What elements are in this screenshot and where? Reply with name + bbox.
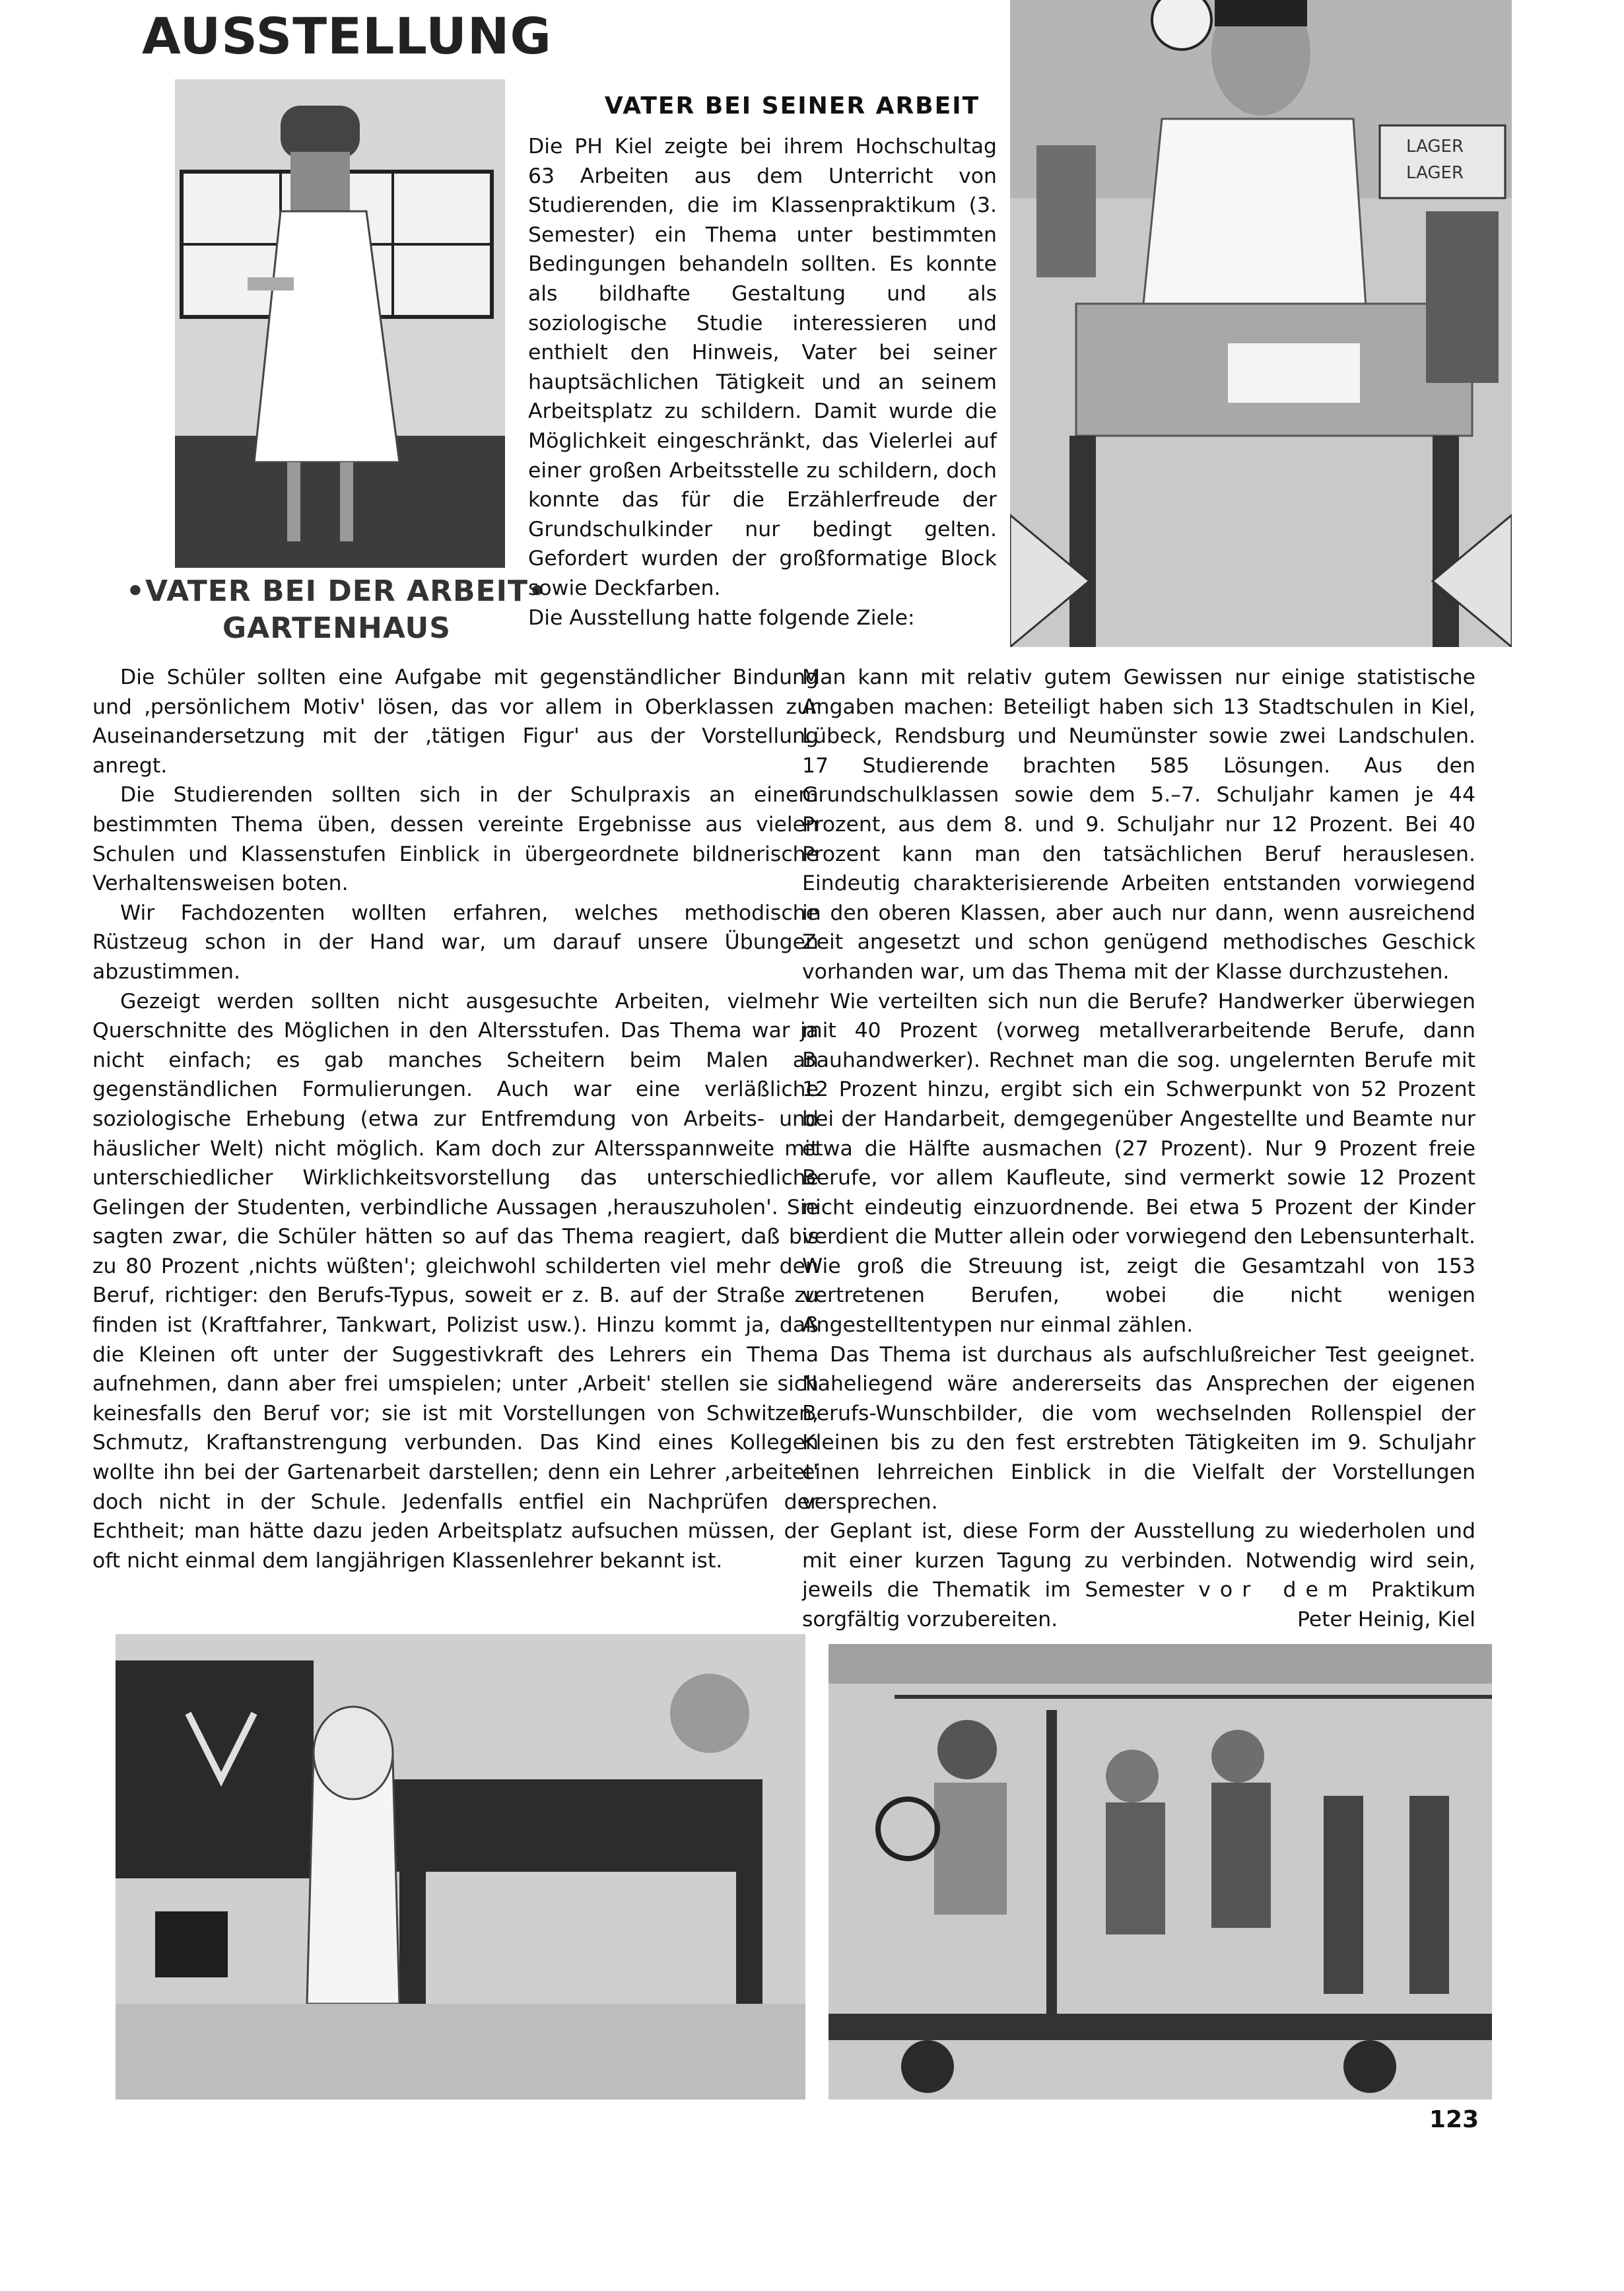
sign-line-1: LAGER — [1406, 137, 1464, 156]
painting-garden-house — [175, 79, 505, 568]
paragraph-left-4: Gezeigt werden sollten nicht ausgesuchte Arbeiten, vielmehr Querschnitte des Möglichen in den Altersstufen. Das Thema war ja nicht einfach; es gab manches Scheitern beim Malen an gegenständlichen Formulierungen. Auch war eine verläßliche soziologische Erhebung (etwa zur Entfremdung von Arbeits- und häuslicher Welt) nicht möglich. Kam doch zur Altersspannweite mit unterschiedlicher Wirklichkeitsvorstellung das unterschiedliche Gelingen der Studenten, verbindliche Aussagen ‚herauszuholen'. Sie sagten zwar, die Schüler hätten so auf das Thema reagiert, daß bis zu 80 Prozent ‚nichts wüßten'; gleichwohl schilderten viel mehr den Beruf, richtiger: den Berufs-Typus, soweit er z. B. auf der Straße zu finden ist (Kraftfahrer, Tankwart, Polizist usw.). Hinzu kommt ja, daß die Kleinen oft unter der Suggestivkraft des Lehrers ein Thema aufnehmen, dann aber frei umspielen; unter ‚Arbeit' stellen sie sich keinesfalls den Beruf vor; sie ist mit Vorstellungen von Schwitzen, Schmutz, Kraftanstrengung verbunden. Das Kind eines Kollegen wollte ihn bei der Gartenarbeit darstellen; denn ein Lehrer ‚arbeitet' doch nicht in der Schule. Jedenfalls entfiel ein Nachprüfen der Echtheit; man hätte dazu jeden Arbeitsplatz aufsuchen müssen, der oft nicht einmal dem langjährigen Klassenlehrer bekannt ist. — [92, 989, 819, 1573]
paragraph-right-3: Das Thema ist durchaus als aufschlußreicher Test geeignet. Naheliegend wäre andererseits das Ansprechen der eigenen Berufs-Wunschbilder, die vom wechselnden Rollenspiel der Kleinen bis zu den fest erstrebten Tätigkeiten im 9. Schuljahr einen lehrreichen Einblick in die Vielfalt der Vorstellungen versprechen. — [802, 1342, 1475, 1514]
paragraph-left-1: Die Schüler sollten eine Aufgabe mit gegenständlicher Bindung und ‚persönlichem Motiv' lösen, das vor allem in Oberklassen zur Auseinandersetzung mit der ‚tätigen Figur' aus der Vorstellung anregt. — [92, 666, 819, 778]
paragraph-right-2: Wie verteilten sich nun die Berufe? Handwerker überwiegen mit 40 Prozent (vorweg metallverarbeitende Berufe, dann Bauhandwerker). Rechnet man die sog. ungelernten Berufe mit 12 Prozent hinzu, ergibt sich ein Schwerpunkt von 52 Prozent bei der Handarbeit, demgegenüber Angestellte und Beamte nur etwa die Hälfte ausmachen (27 Prozent). Nur 9 Prozent freie Berufe, vor allem Kaufleute, sind vermerkt sowie 12 Prozent nicht eindeutig einzuordnende. Bei etwa 5 Prozent der Kinder verdient die Mutter allein oder vorwiegend den Lebensunterhalt. Wie groß die Streuung ist, zeigt die Gesamtzahl von 153 vertretenen Berufen, wobei die nicht wenigen Angestelltentypen nur einmal zählen. — [802, 989, 1475, 1338]
painting-workshop — [116, 1634, 805, 2100]
sign-line-2: LAGER — [1406, 163, 1464, 183]
painting-office-worker — [1010, 0, 1512, 647]
paragraph-right-4 — [802, 1517, 1475, 1634]
paragraph-left-2: Die Studierenden sollten sich in der Schulpraxis an einem bestimmten Thema üben, dessen vereinte Ergebnisse aus vielen Schulen und Klassenstufen Einblick in übergeordnete bildnerische Verhaltensweisen boten. — [92, 783, 819, 896]
closing-text-start: Geplant ist, diese Form der Ausstellung zu wiederholen und mit einer kurzen Tagung zu verbinden. Notwendig wird sein, jeweils die Thematik im Semester — [802, 1519, 1475, 1602]
paragraph-right-1: Man kann mit relativ gutem Gewissen nur einige statistische Angaben machen: Beteiligt haben sich 13 Stadtschulen in Kiel, Lübeck, Rendsburg und Neumünster sowie zwei Landschulen. 17 Studierende brachten 585 Lösungen. Aus den Grundschulklassen sowie dem 5.–7. Schuljahr kamen je 44 Prozent, aus dem 8. und 9. Schuljahr nur 12 Prozent. Bei 40 Prozent kann man den tatsächlichen Beruf herauslesen. Eindeutig charakterisierende Arbeiten entstanden vorwiegend in den oberen Klassen, aber auch nur dann, wenn ausreichend Zeit angesetzt und schon genügend methodisches Geschick vorhanden war, um das Thema mit der Klasse durchzustehen. — [802, 666, 1475, 984]
article-left-column — [92, 663, 819, 1575]
intro-last-line: Die Ausstellung hatte folgende Ziele: — [528, 605, 915, 630]
painting-bus-driver — [829, 1644, 1492, 2100]
page-number: 123 — [1429, 2106, 1479, 2133]
article-intro — [528, 132, 997, 633]
caption-line-1: •VATER BEI DER ARBEIT• — [125, 574, 548, 608]
paragraph-left-3: Wir Fachdozenten wollten erfahren, welches methodische Rüstzeug schon in der Hand war, um darauf unsere Übungen abzustimmen. — [92, 901, 819, 984]
closing-text-spaced: vor dem — [1198, 1578, 1357, 1602]
closing-text-end: Praktikum sorgfältig vorzubereiten. — [802, 1578, 1476, 1631]
article-heading: VATER BEI SEINER ARBEIT — [604, 92, 980, 120]
author-signature: Peter Heinig, Kiel — [1297, 1608, 1475, 1631]
page-title: AUSSTELLUNG — [142, 7, 552, 65]
intro-paragraph: Die PH Kiel zeigte bei ihrem Hochschultag 63 Arbeiten aus dem Unterricht von Studierenden, die im Klassenpraktikum (3. Semester) ein Thema unter bestimmten Bedingungen behandeln sollten. Es konnte als bildhafte Gestaltung und als soziologische Studie interessieren und enthielt den Hinweis, Vater bei seiner hauptsächlichen Tätigkeit und an seinem Arbeitsplatz zu schildern. Damit wurde die Möglichkeit eingeschränkt, das Vielerlei auf einer großen Arbeitsstelle zu schildern, doch konnte das für die Erzählerfreude der Grundschulkinder nur bedingt gelten. Gefordert wurden der großformatige Block sowie Deckfarben. — [528, 135, 997, 600]
painting-caption — [119, 573, 555, 647]
caption-line-2: GARTENHAUS — [222, 611, 451, 645]
article-right-column — [802, 663, 1475, 1635]
